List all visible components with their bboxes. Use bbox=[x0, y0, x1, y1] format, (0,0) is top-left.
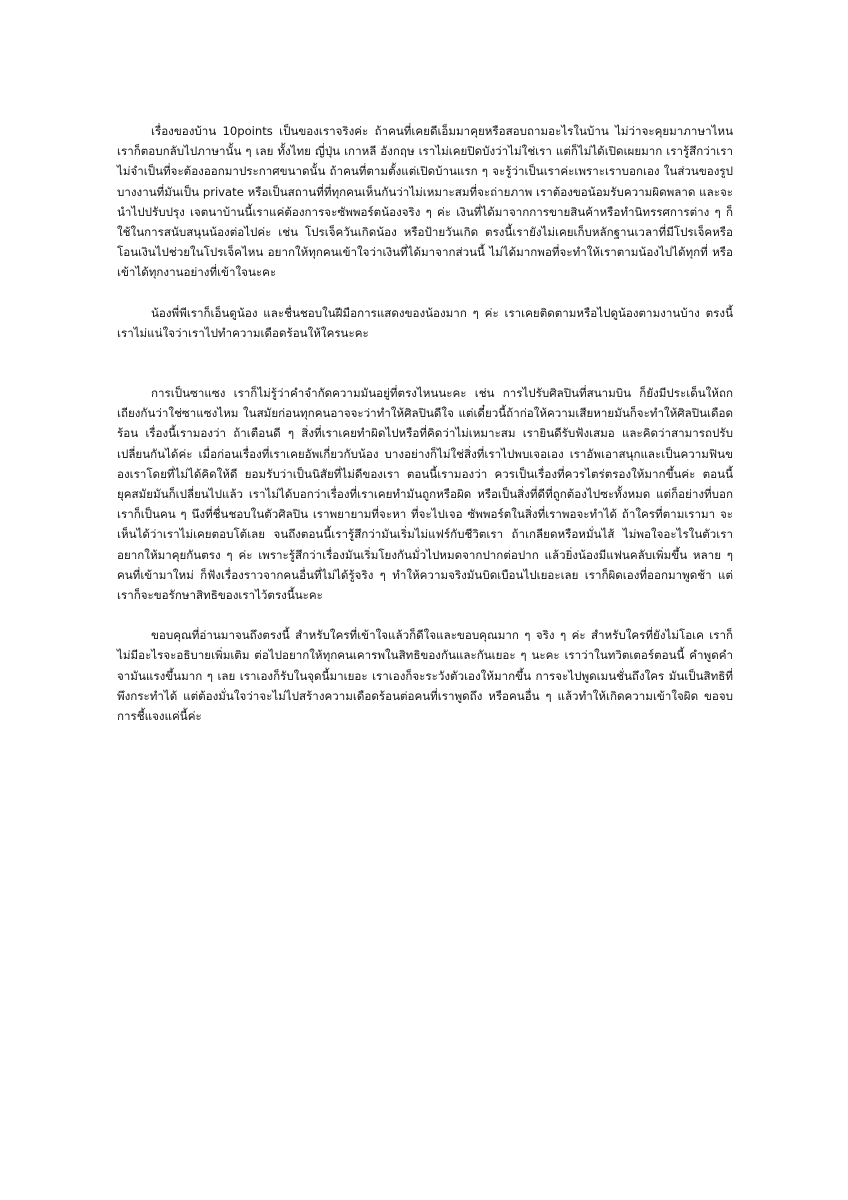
paragraph-1: เรื่องของบ้าน 10points เป็นของเราจริงค่ะ ถ้าคนที่เคยดีเอ็มมาคุยหรือสอบถามอะไรในบ้าน ไม่ว่าจะคุยมาภาษาไหน เราก็ตอบกลับไปภาษานั้น ๆ เลย ทั้งไทย ญี่ปุ่น เกาหลี อังกฤษ เราไม่เคยปิดบังว่าไม่ใช่เรา แต่ก็ไม่ได้เปิดเผยมาก เรารู้สึกว่าเราไม่จำเป็นที่จะต้องออกมาประกาศขนาดนั้น ถ้าคนที่ตามตั้งแต่เปิดบ้านแรก ๆ จะรู้ว่าเป็นเราค่ะเพราะเราบอกเอง ในส่วนของรูปบางงานที่มันเป็น private หรือเป็นสถานที่ที่ทุกคนเห็นกันว่าไม่เหมาะสมที่จะถ่ายภาพ เราต้องขอน้อมรับความผิดพลาด และจะนำไปปรับปรุง เจตนาบ้านนี้เราแค่ต้องการจะซัพพอร์ตน้องจริง ๆ ค่ะ เงินที่ได้มาจากการขายสินค้าหรือทำนิทรรศการต่าง ๆ ก็ใช้ในการสนับสนุนน้องต่อไปค่ะ เช่น โปรเจ็ควันเกิดน้อง หรือป้ายวันเกิด ตรงนี้เรายังไม่เคยเก็บหลักฐานเวลาที่มีโปรเจ็คหรือโอนเงินไปช่วยในโปรเจ็คไหน อยากให้ทุกคนเข้าใจว่าเงินที่ได้มาจากส่วนนี้ ไม่ได้มากพอที่จะทำให้เราตามน้องไปได้ทุกที่ หรือเข้าได้ทุกงานอย่างที่เข้าใจนะคะ bbox=[117, 124, 733, 280]
paragraph-3: การเป็นซาแซง เราก็ไม่รู้ว่าคำจำกัดความมันอยู่ที่ตรงไหนนะคะ เช่น การไปรับศิลปินที่สนามบิน ก็ยังมีประเด็นให้ถกเถียงกันว่าใช่ซาแซงไหม ในสมัยก่อนทุกคนอาจจะว่าทำให้ศิลปินดีใจ แต่เดี๋ยวนี้ถ้าก่อให้ความเสียหายมันก็จะทำให้ศิลปินเดือดร้อน เรื่องนี้เรามองว่า ถ้าเตือนดี ๆ สิ่งที่เราเคยทำผิดไปหรือที่คิดว่าไม่เหมาะสม เรายินดีรับฟังเสมอ และคิดว่าสามารถปรับเปลี่ยนกันได้ค่ะ เมื่อก่อนเรื่องที่เราเคยอัพเกี่ยวกับน้อง บางอย่างก็ไม่ใช่สิ่งที่เราไปพบเจอเอง เราอัพเอาสนุกและเป็นความฟินของเราโดยที่ไม่ได้คิดให้ดี ยอมรับว่าเป็นนิสัยที่ไม่ดีของเรา ตอนนี้เรามองว่า ควรเป็นเรื่องที่ควรไตร่ตรองให้มากขึ้นค่ะ ตอนนี้ยุคสมัยมันก็เปลี่ยนไปแล้ว เราไม่ได้บอกว่าเรื่องที่เราเคยทำมันถูกหรือผิด หรือเป็นสิ่งที่ดีที่ถูกต้องไปซะทั้งหมด แต่ก็อย่างที่บอก เราก็เป็นคน ๆ นึงที่ชื่นชอบในตัวศิลปิน เราพยายามที่จะหา ที่จะไปเจอ ซัพพอร์ตในสิ่งที่เราพอจะทำได้ ถ้าใครที่ตามเรามา จะเห็นได้ว่าเราไม่เคยตอบโต้เลย จนถึงตอนนี้เรารู้สึกว่ามันเริ่มไม่แฟร์กับชีวิตเรา ถ้าเกลียดหรือหมั่นไส้ ไม่พอใจอะไรในตัวเรา อยากให้มาคุยกันตรง ๆ ค่ะ เพราะรู้สึกว่าเรื่องมันเริ่มโยงกันมั่วไปหมดจากปากต่อปาก แล้วยิ่งน้องมีแฟนคลับเพิ่มขึ้น หลาย ๆ คนที่เข้ามาใหม่ ก็ฟังเรื่องราวจากคนอื่นที่ไม่ได้รู้จริง ๆ ทำให้ความจริงมันบิดเบือนไปเยอะเลย เราก็ผิดเองที่ออกมาพูดช้า แต่เราก็จะขอรักษาสิทธิของเราไว้ตรงนี้นะคะ bbox=[117, 386, 733, 603]
paragraph-4: ขอบคุณที่อ่านมาจนถึงตรงนี้ สำหรับใครที่เข้าใจแล้วก็ดีใจและขอบคุณมาก ๆ จริง ๆ ค่ะ สำหรับใครที่ยังไม่โอเค เราก็ไม่มีอะไรจะอธิบายเพิ่มเติม ต่อไปอยากให้ทุกคนเคารพในสิทธิของกันและกันเยอะ ๆ นะคะ เราว่าในทวิตเตอร์ตอนนี้ คำพูดคำจามันแรงขึ้นมาก ๆ เลย เราเองก็รับในจุดนี้มาเยอะ เราเองก็จะระวังตัวเองให้มากขึ้น การจะไปพูดเมนชั่นถึงใคร มันเป็นสิทธิที่พึงกระทำได้ แต่ต้องมั่นใจว่าจะไม่ไปสร้างความเดือดร้อนต่อคนที่เราพูดถึง หรือคนอื่น ๆ แล้วทำให้เกิดความเข้าใจผิด ขอจบการชี้แจงแค่นี้ค่ะ bbox=[117, 628, 733, 724]
document-body bbox=[117, 121, 733, 726]
paragraph-2: น้องพี่พีเราก็เอ็นดูน้อง และชื่นชอบในฝีมือการแสดงของน้องมาก ๆ ค่ะ เราเคยติดตามหรือไปดูน้องตามงานบ้าง ตรงนี้เราไม่แน่ใจว่าเราไปทำความเดือดร้อนให้ใครนะคะ bbox=[117, 305, 733, 340]
paragraph-spacer bbox=[117, 343, 733, 383]
paragraph-spacer bbox=[117, 283, 733, 303]
paragraph-spacer bbox=[117, 605, 733, 625]
